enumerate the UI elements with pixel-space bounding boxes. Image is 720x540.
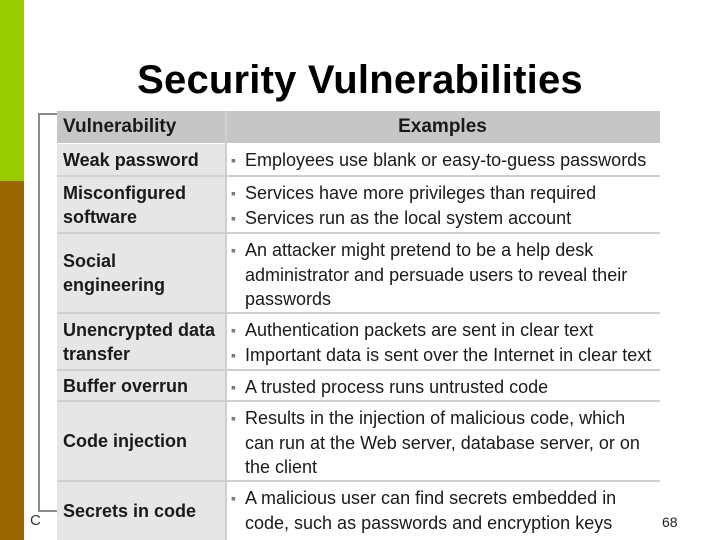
table-row <box>57 482 660 540</box>
footer-left-text: C <box>30 512 41 529</box>
vulnerability-cell: Buffer overrun <box>57 371 225 400</box>
bullet-icon: ▪ <box>231 379 236 395</box>
header-examples: Examples <box>398 115 487 137</box>
table-row <box>57 314 660 371</box>
table-row <box>57 371 660 402</box>
slide-title: Security Vulnerabilities <box>137 58 583 102</box>
examples-cell <box>225 144 660 175</box>
table-row <box>57 234 660 314</box>
examples-cell <box>225 234 660 312</box>
bullet-icon: ▪ <box>231 346 236 363</box>
table-frame-bracket <box>38 113 58 512</box>
example-item: ▪ Important data is sent over the Internet in clear text <box>231 343 652 368</box>
example-item: ▪ Services have more privileges than required <box>231 181 652 206</box>
vulnerability-cell: Weak password <box>57 144 225 175</box>
vulnerability-cell: Secrets in code <box>57 482 225 540</box>
examples-cell <box>225 177 660 232</box>
table-row <box>57 177 660 234</box>
column-divider <box>225 111 227 540</box>
bullet-icon: ▪ <box>231 185 236 201</box>
table-row <box>57 402 660 482</box>
bullet-icon: ▪ <box>231 410 236 426</box>
bullet-icon: ▪ <box>231 209 236 226</box>
example-item: ▪ A malicious user can find secrets embedded in code, such as passwords and encryption keys <box>231 486 652 535</box>
examples-cell <box>225 314 660 369</box>
example-item: ▪ A trusted process runs untrusted code <box>231 375 652 400</box>
example-item: ▪ Services run as the local system account <box>231 206 652 231</box>
header-vulnerability: Vulnerability <box>63 116 177 137</box>
bullet-icon: ▪ <box>231 322 236 338</box>
example-item: ▪ Results in the injection of malicious code, which can run at the Web server, database server, or on the client <box>231 406 652 480</box>
vulnerability-cell: Social engineering <box>57 234 225 312</box>
bullet-icon: ▪ <box>231 490 236 506</box>
vulnerability-cell: Misconfigured software <box>57 177 225 232</box>
examples-cell <box>225 371 660 400</box>
example-item: ▪ Authentication packets are sent in clear text <box>231 318 652 343</box>
bullet-icon: ▪ <box>231 152 236 168</box>
vulnerability-cell: Code injection <box>57 402 225 480</box>
vulnerabilities-table <box>57 111 660 540</box>
page-number: 68 <box>662 514 678 530</box>
accent-bar-brown <box>0 181 24 540</box>
example-item: ▪ Employees use blank or easy-to-guess passwords <box>231 148 652 173</box>
examples-cell <box>225 482 660 540</box>
table-header-row <box>57 111 660 143</box>
table-row <box>57 144 660 177</box>
example-item: ▪ An attacker might pretend to be a help desk administrator and persuade users to reveal their passwords <box>231 238 652 312</box>
vulnerability-cell: Unencrypted data transfer <box>57 314 225 369</box>
examples-cell <box>225 402 660 480</box>
bullet-icon: ▪ <box>231 242 236 258</box>
